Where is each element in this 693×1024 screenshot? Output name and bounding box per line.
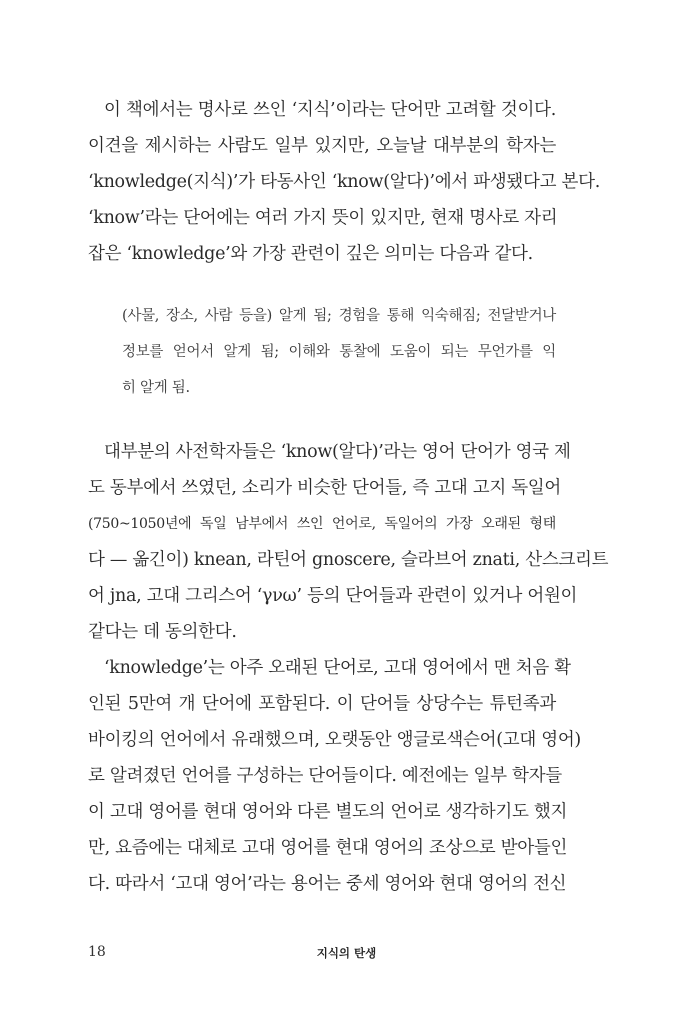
text-line: 만, 요즘에는 대체로 고대 영어를 현대 영어의 조상으로 받아들인	[88, 838, 568, 858]
text-line: ‘knowledge’는 아주 오래된 단어로, 고대 영어에서 맨 처음 확	[104, 658, 571, 678]
text-line: 이 책에서는 명사로 쓰인 ‘지식’이라는 단어만 고려할 것이다.	[104, 100, 556, 120]
text-line: 대부분의 사전학자들은 ‘know(알다)’라는 영어 단어가 영국 제	[104, 442, 571, 462]
quote-line: 정보를 얻어서 알게 됨; 이해와 통찰에 도움이 되는 무언가를 익	[122, 344, 556, 360]
running-footer-title: 지식의 탄생	[316, 946, 377, 960]
page-number: 18	[88, 944, 106, 960]
quote-line: (사물, 장소, 사람 등을) 알게 됨; 경험을 통해 익숙해짐; 전달받거나	[122, 308, 556, 324]
text-line: 다 — 옮긴이) knean, 라틴어 gnoscere, 슬라브어 znati, 산스크리트	[88, 550, 609, 570]
text-line: ‘knowledge(지식)’가 타동사인 ‘know(알다)’에서 파생됐다고 본다.	[88, 172, 600, 192]
text-line: 이견을 제시하는 사람도 일부 있지만, 오늘날 대부분의 학자는	[88, 136, 556, 156]
text-line: 인된 5만여 개 단어에 포함된다. 이 단어들 상당수는 튜턴족과	[88, 694, 556, 714]
text-line: 어 jna, 고대 그리스어 ‘γνω’ 등의 단어들과 관련이 있거나 어원이	[88, 586, 578, 606]
text-line: 잡은 ‘knowledge’와 가장 관련이 깊은 의미는 다음과 같다.	[88, 244, 533, 264]
text-line: 로 알려졌던 언어를 구성하는 단어들이다. 예전에는 일부 학자들	[88, 766, 562, 786]
text-line: 이 고대 영어를 현대 영어와 다른 별도의 언어로 생각하기도 했지	[88, 802, 568, 822]
quote-line: 히 알게 됨.	[122, 380, 190, 396]
text-line: 바이킹의 언어에서 유래했으며, 오랫동안 앵글로색슨어(고대 영어)	[88, 730, 581, 750]
text-line: 같다는 데 동의한다.	[88, 622, 237, 642]
text-line: 도 동부에서 쓰였던, 소리가 비슷한 단어들, 즉 고대 고지 독일어	[88, 478, 562, 498]
text-line: ‘know’라는 단어에는 여러 가지 뜻이 있지만, 현재 명사로 자리	[88, 208, 558, 228]
text-line: 다. 따라서 ‘고대 영어’라는 용어는 중세 영어와 현대 영어의 전신	[88, 874, 567, 894]
text-line: (750~1050년에 독일 남부에서 쓰인 언어로, 독일어의 가장 오래된 형태	[88, 516, 556, 532]
